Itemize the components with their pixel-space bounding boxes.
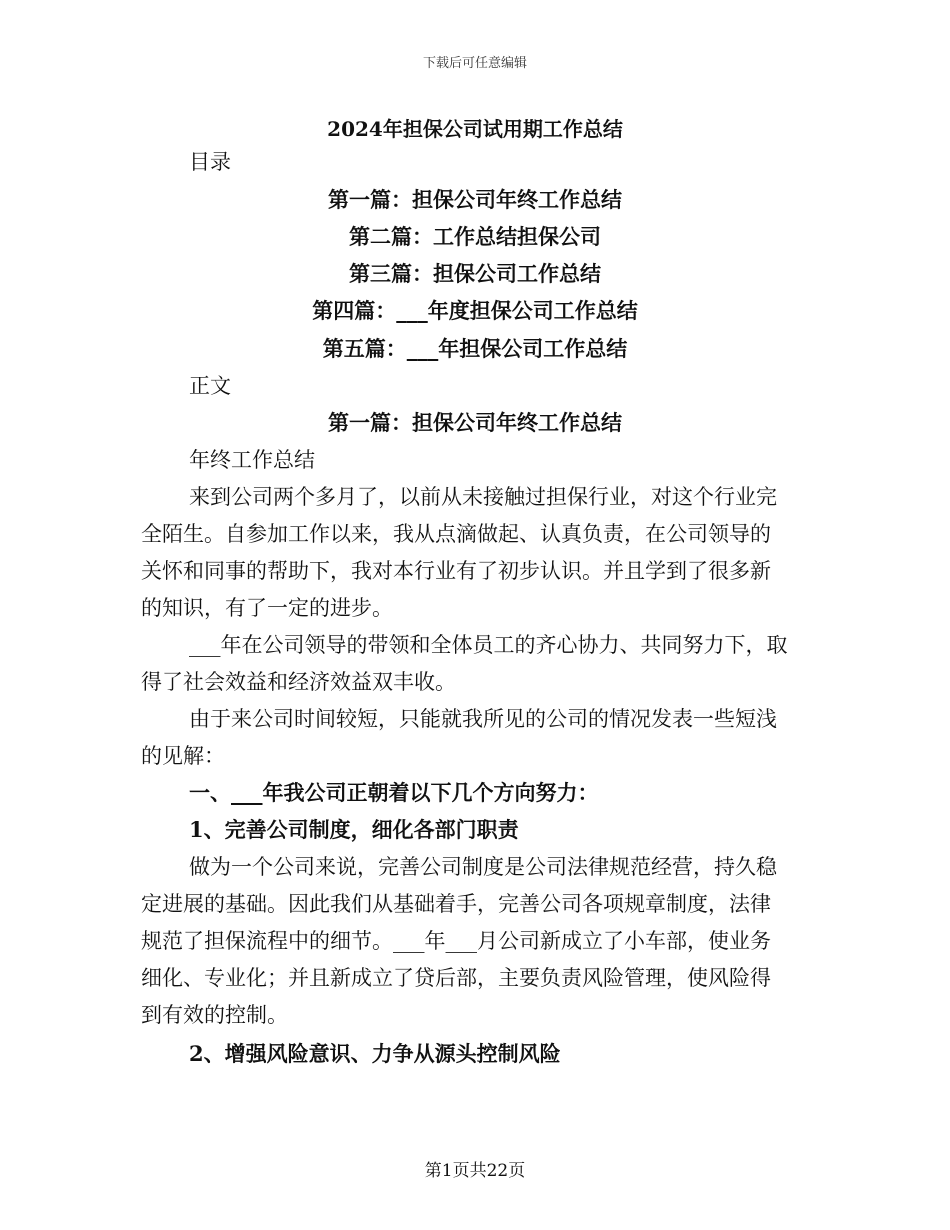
toc-item: 第四篇：___年度担保公司工作总结: [312, 298, 638, 323]
paragraph-line: 得了社会效益和经济效益双丰收。: [141, 670, 456, 694]
section-title: 第一篇：担保公司年终工作总结: [328, 410, 622, 435]
paragraph-line: 的见解：: [141, 744, 225, 768]
paragraph-line: 细化、专业化；并且新成立了贷后部，主要负责风险管理，使风险得: [141, 966, 771, 990]
paragraph-line: 做为一个公司来说，完善公司制度是公司法律规范经营，持久稳: [189, 855, 777, 879]
heading-line: 1、完善公司制度，细化各部门职责: [189, 817, 519, 842]
paragraph-line: 关怀和同事的帮助下，我对本行业有了初步认识。并且学到了很多新: [141, 559, 771, 583]
paragraph-line: 规范了担保流程中的细节。___年___月公司新成立了小车部，使业务: [141, 929, 771, 953]
toc-label: 目录: [189, 150, 231, 174]
toc-item: 第五篇：___年担保公司工作总结: [322, 336, 628, 361]
paragraph-line: 定进展的基础。因此我们从基础着手，完善公司各项规章制度，法律: [141, 892, 771, 916]
paragraph-line: 来到公司两个多月了，以前从未接触过担保行业，对这个行业完: [189, 485, 777, 509]
document-title: 2024年担保公司试用期工作总结: [327, 117, 623, 141]
heading-line: 一、___年我公司正朝着以下几个方向努力：: [189, 780, 599, 805]
paragraph-line: 的知识，有了一定的进步。: [141, 596, 393, 620]
toc-item: 第三篇：担保公司工作总结: [349, 261, 601, 286]
toc-item: 第一篇：担保公司年终工作总结: [328, 187, 622, 212]
page-footer: 第1页共22页: [424, 1161, 526, 1181]
paragraph-line: 全陌生。自参加工作以来，我从点滴做起、认真负责，在公司领导的: [141, 522, 771, 546]
section-subtitle: 年终工作总结: [189, 448, 315, 472]
header-note: 下载后可任意编辑: [422, 56, 527, 71]
paragraph-line: ___年在公司领导的带领和全体员工的齐心协力、共同努力下，取: [189, 633, 788, 657]
body-label: 正文: [189, 374, 231, 398]
toc-item: 第二篇：工作总结担保公司: [349, 224, 601, 249]
paragraph-line: 到有效的控制。: [141, 1003, 288, 1027]
paragraph-line: 由于来公司时间较短，只能就我所见的公司的情况发表一些短浅: [189, 707, 777, 731]
heading-line: 2、增强风险意识、力争从源头控制风险: [189, 1041, 561, 1066]
